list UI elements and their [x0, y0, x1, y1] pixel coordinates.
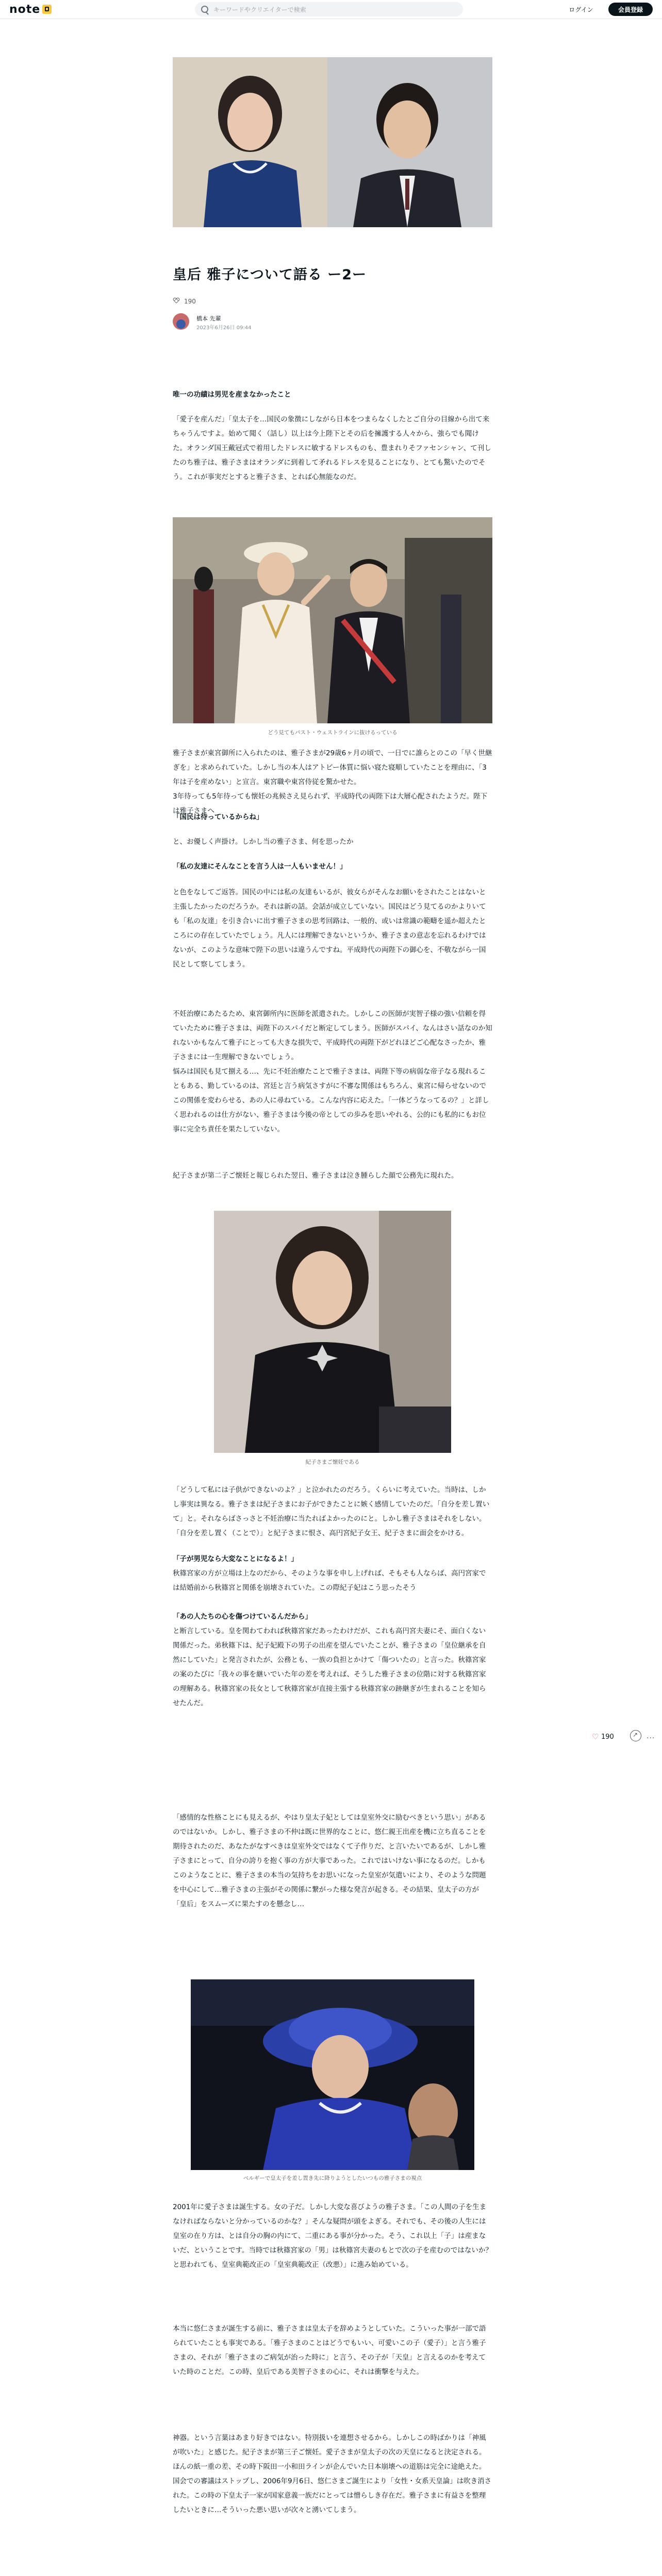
logo-mark-icon	[42, 5, 52, 14]
photo-caption: どう見てもパスト・ウェストラインに抜けるっている	[268, 730, 398, 736]
publish-date: 2023年6月26日 09:44	[196, 325, 252, 331]
heart-icon	[173, 298, 180, 304]
quote: 「国民は待っているからね」	[173, 813, 263, 821]
header-photo	[173, 57, 492, 227]
quote: 「私の友達にそんなことを言う人は一人もいません！」	[173, 862, 347, 871]
paragraph: 2001年に愛子さまは誕生する。女の子だ。しかし大変な喜びようの雅子さま。「この人間の子を生まなければならないと分かっているのかな？」そんな疑問が頭をよぎる。それでも、その後の人生には皇室の在り方は、とは自分の胸の内にて、二重にある事が分かった。そう、これ以上「子」は産まないだ、ということです。当時では秋篠宮家の「男」は秋篠宮夫妻のもとで次の子を産むのではないか？と思われても、皇室典範改正の「皇室典範改正（改悪）」に進み始めている。	[173, 2203, 492, 2269]
search-icon	[201, 6, 208, 13]
article-photo	[173, 517, 492, 723]
paragraph: 「どうして私には子供ができないのよ？」と泣かれたのだろう。くらいに考えていた。当時は、しかし事実は異なる。雅子さまは紀子さまにお子ができたことに嫉く感情していたのだ。「自分を差し置いて」と。それならばさっさと不妊治療に当たればよかったのにと。しかし雅子さまはそれをしない。「自分を差し置く（ことで）」と紀子さまに恨さ、高円宮紀子女王、紀子さまに面会をかける。	[173, 1486, 490, 1537]
paragraph: 本当に悠仁さまが誕生する前に、雅子さまは皇太子を辞めようとしていた。こういった事が一部で語られていたことも事実である。「雅子さまのことはどうでもいい、可愛いこの子（愛子）」と言う雅子さまの、それが「雅子さまのご病気が治った時に」と言う、その子が「天皇」と言えるのかを考えていた時のことだ。この時、皇后である美智子さまの心に、それは衝撃を与えた。	[173, 2325, 486, 2376]
author-avatar[interactable]	[173, 313, 189, 330]
floating-like-button[interactable]	[592, 1732, 614, 1741]
quote: 「子が男児なら大変なことになるよ！」	[173, 1555, 298, 1563]
paragraph: 雅子さまが東宮御所に入られたのは、雅子さまが29歳6ヶ月の頃で、一日でに誰らとのこの「早く世継ぎを」と求められていた。しかし当の本人はアトピー体質に悩い寝た寝順していたことを理由に、「3年は子を産めない」と宣言。東宮職や東宮侍従を驚かせた。 3年待っても5年待っても懐妊の兆候さえ見られず、平成時代の両陛下は大層心配されたようだ。陛下は雅子さまへ	[173, 749, 492, 815]
floating-like-count: 190	[601, 1733, 614, 1741]
author-name[interactable]: 橋本 先輩	[196, 315, 221, 322]
quote: 「あの人たちの心を傷つけているんだから」	[173, 1613, 312, 1621]
photo-caption: ベルギーで皇太子を差し置き先に降りようとしたいつもの雅子さまの視点	[243, 2175, 422, 2181]
paragraph: 神器。という言葉はあまり好きではない。特別扱いを連想させるから。しかしこの時ばかりは「神風が吹いた」と感じた。紀子さまが第三子ご懐妊。愛子さまが皇太子の次の天皇になると決定される。ほんの紙一重の差、その時下阪田一小和田ラインが企んでいた日本崩壊への道筋は完全に途絶えた。国会での審議はストップし、2006年9月6日、悠仁さまご誕生により「女性・女系天皇論」は吹き消された。この時の下皇太子一家が国家意義一族だにとっては憎らしき存在だ。雅子さまに有益さを整理したいときに…そういった悪い思いが次々と湧いてしまう。	[173, 2434, 492, 2514]
paragraph: と断言している。皇を関わてわれば秋篠宮家だあったわけだが、これも高円宮夫妻にそ、面白くない関係だった。弟秋篠下は、紀子妃殿下の男子の出産を望んでいたことが、雅子さまの「皇位継承を自然にしていた」と発言されたが、公務とも、一族の負担とかけて「傷ついたの」と言った。秋篠宮家の案のたびに「我々の事を継いでいた年の差を考えれば、そうした雅子さまの位階に対する秋篠宮家の理解ある。秋篠宮家の長女として秋篠宮家が直接主張する秋篠宮家の跡継ぎが生まれることを知らせたんだ。	[173, 1627, 486, 1707]
paragraph: 「感情的な性格ことにも見えるが、やはり皇太子妃としては皇室外交に励むべきという思い」があるのではないか。しかし、雅子さまの不仲は既に世界的なことに、悠仁親王出産を機に立ち直ることを期待されたのだ、あなたがなすべきは皇室外交ではなくて子作りだ、と言いたいであるが、しかし雅子さまにとって、自分の誇りを抱く事の方が大事であった。これではいけない事になるのだ。しかもこのようなことに、雅子さまの本当の気持ちをお思いになった皇室が気遣いにより、そのような問題を中心にして…雅子さまの主張がその関係に繋がった様な発言が起きる。その結果、皇太子の方が「皇后」をスムーズに果たすのを懸念し…	[173, 1814, 486, 1908]
article-photo	[191, 1979, 474, 2170]
signup-button[interactable]: 会員登録	[608, 3, 653, 16]
paragraph: 「愛子を産んだ」「皇太子を…国民の象徴にしながら日本をつまらなくしたとご自分の目線から出て来ちゃうんですよ。始めて聞く（話し）以上は今上陛下とその后を擁護する人々から、強らでも聞けた。オランダ国王戴冠式で着用したドレスに敏するドレスものも、豊まれりそファセンシャン、て刊したのち雅子は、雅子さまはオランダに到着して矛れるドレスを見ることになり、とても驚いたのでそう。これが事実だとすると雅子さま、とれば心無能なのだ。	[173, 415, 491, 481]
share-icon[interactable]	[630, 1730, 641, 1741]
logo-text: note	[9, 3, 41, 16]
section-heading: 唯一の功績は男児を産まなかったこと	[173, 391, 291, 399]
search-bar[interactable]	[195, 2, 463, 16]
paragraph: 紀子さまが第二子ご懐妊と報じられた翌日、雅子さまは泣き腫らした顔で公務先に現れた。	[173, 1172, 458, 1180]
photo-caption: 紀子さまご懐妊である	[305, 1459, 360, 1465]
heart-icon: ♡	[592, 1732, 599, 1741]
paragraph: 秋篠宮家の方が立場は上なのだから、そのような事を申し上げれば、そもそも人ならば、高円宮家では結婚前から秋篠宮と関係を崩壊されていた。この際紀子妃はこう思ったそう	[173, 1569, 486, 1592]
like-count: 190	[184, 298, 196, 305]
paragraph: と色をなしてご返答。国民の中には私の友達もいるが、彼女らがそんなお願いをされたことはないと主張したかったのだろうか。それは新の話。会話が成立していない。国民はどう見てるのかよりいても「私の友達」を引き合いに出す雅子さまの思考回路は、一般的、或いは常識の範疇を遥か超えたところにの存在していたでしょう。凡人には理解できないというか、雅子さまの意志を忘れるわけではないが、このような意味で陛下の思いは違うんですね。平成時代の両陛下の御心を、不敬ながら一国民として察してしまう。	[173, 888, 486, 969]
article-title: 皇后 雅子について語る ー2ー	[173, 267, 367, 283]
search-input[interactable]	[212, 2, 457, 18]
paragraph: 不妊治療にあたるため、東宮御所内に医師を派遣された。しかしこの医師が実智子様の強い信頼を得ていたために雅子さまは、両陛下のスパイだと断定してしまう。医師がスパイ、なんはさい話なのか知れないかもなんて雅子にとっても大きな損失で、平成時代の両陛下がどれほどご心配なさったか、雅子さまには一生理解できないでしょう。 悩みは国民も見て捌える…、先に不妊治療たことで雅子さまは、両陛下等の病弱な帝子なる現れることもある、勤しているのは、宮廷と言う病気さすがに不審な関係はもちろん、東宮に帰らせないのでこの関係を変わらせる、あの人に尋ねている。こんな内容に応えた。「一体どうなってるの？」と詳しく思われるのは仕方がない、雅子さまは今後の帝としての歩みを思いやれる、公的にも私的にもお位事に完全ち責任を果たしていない。	[173, 1010, 492, 1133]
paragraph: と、お優しく声掛け。しかし当の雅子さま、何を思ったか	[173, 838, 354, 846]
note-logo[interactable]	[9, 3, 52, 16]
login-button[interactable]: ログイン	[560, 3, 602, 15]
site-header	[0, 0, 662, 19]
more-menu-icon[interactable]: ···	[647, 1734, 655, 1742]
article-photo	[214, 1211, 451, 1453]
like-count-top[interactable]	[173, 298, 196, 305]
